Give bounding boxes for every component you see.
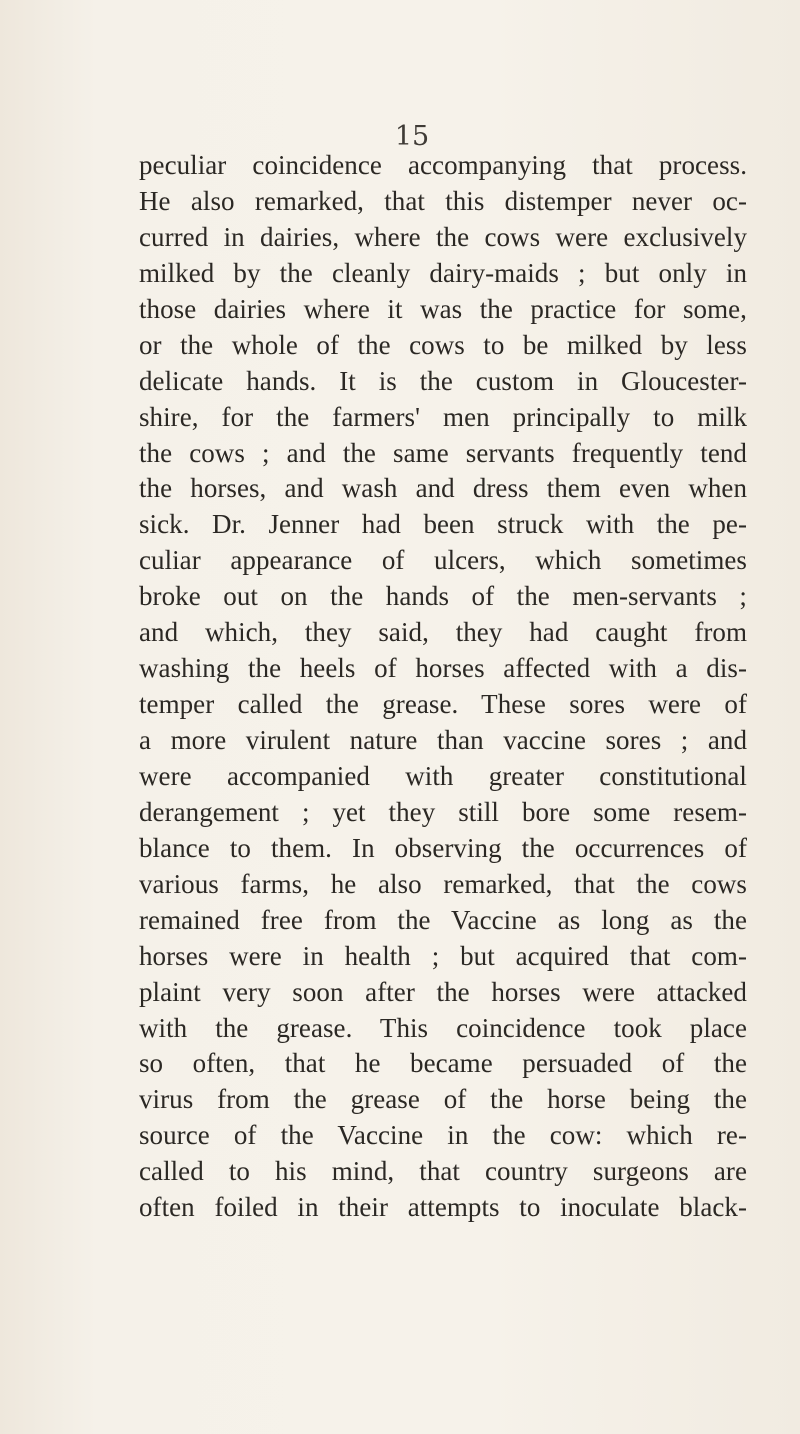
text-line: and which, they said, they had caught from xyxy=(139,617,747,648)
text-line: source of the Vaccine in the cow: which re- xyxy=(139,1120,747,1151)
text-line: shire, for the farmers' men principally to milk xyxy=(139,401,747,432)
text-line: the cows ; and the same servants frequently tend xyxy=(139,437,747,468)
text-line: delicate hands. It is the custom in Gloucester- xyxy=(139,365,747,396)
text-line: called to his mind, that country surgeons are xyxy=(139,1156,747,1187)
text-line: virus from the grease of the horse being the xyxy=(139,1084,747,1115)
text-line: temper called the grease. These sores were of xyxy=(139,689,747,720)
text-line: broke out on the hands of the men-servants ; xyxy=(139,581,747,612)
text-line: plaint very soon after the horses were attacked xyxy=(139,976,747,1007)
text-line: derangement ; yet they still bore some resem- xyxy=(139,796,747,827)
text-line: a more virulent nature than vaccine sores ; and xyxy=(139,725,747,755)
text-line: He also remarked, that this distemper never oc- xyxy=(139,185,747,216)
text-line: various farms, he also remarked, that the cows xyxy=(139,868,747,899)
text-line: washing the heels of horses affected with a dis- xyxy=(139,653,747,684)
text-line: culiar appearance of ulcers, which sometimes xyxy=(139,545,747,576)
page-number: 15 xyxy=(394,121,430,152)
text-line: the horses, and wash and dress them even when xyxy=(139,473,747,504)
text-line: curred in dairies, where the cows were exclusively xyxy=(139,221,747,252)
text-line: often foiled in their attempts to inoculate black- xyxy=(139,1192,747,1223)
text-line: remained free from the Vaccine as long as the xyxy=(139,904,747,935)
text-line: with the grease. This coincidence took place xyxy=(139,1012,747,1043)
text-line: peculiar coincidence accompanying that process. xyxy=(139,150,747,180)
text-line: so often, that he became persuaded of the xyxy=(139,1048,747,1079)
text-line: blance to them. In observing the occurrences of xyxy=(139,832,747,863)
text-line: or the whole of the cows to be milked by less xyxy=(139,329,747,360)
text-line: sick. Dr. Jenner had been struck with the pe- xyxy=(139,509,747,540)
body-text xyxy=(139,148,747,1226)
text-line: milked by the cleanly dairy-maids ; but only in xyxy=(139,257,747,288)
text-line: those dairies where it was the practice for some, xyxy=(139,293,747,324)
text-line: horses were in health ; but acquired that com- xyxy=(139,940,747,971)
text-line: were accompanied with greater constitutional xyxy=(139,760,747,791)
